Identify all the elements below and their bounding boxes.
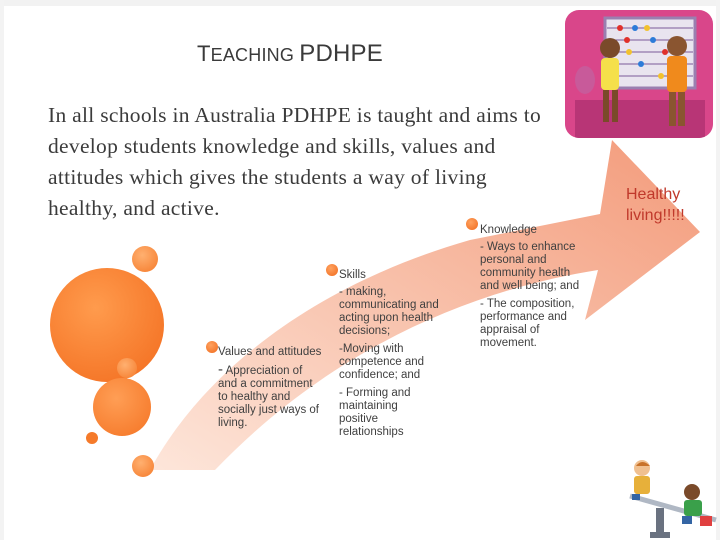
- values-dash: -: [218, 361, 223, 378]
- values-heading: Values and attitudes: [218, 346, 322, 358]
- decorative-circle-large: [50, 268, 164, 382]
- knowledge-item: - The composition, performance and appraisal of movement.: [480, 298, 575, 349]
- decorative-circle-small: [117, 358, 137, 378]
- step-marker-knowledge: [466, 218, 478, 230]
- title-prefix: T: [197, 41, 211, 66]
- decorative-circle-small: [132, 246, 158, 272]
- skills-block: [339, 269, 439, 444]
- decorative-circle-small: [132, 455, 154, 477]
- knowledge-block: [480, 224, 580, 355]
- title-main: PDHPE: [299, 40, 383, 67]
- skills-heading: Skills: [339, 269, 366, 281]
- step-marker-values: [206, 341, 218, 353]
- decorative-circle-tiny: [86, 432, 98, 444]
- skills-item: - making, communicating and acting upon health decisions;: [339, 286, 439, 337]
- values-text-body: Appreciation of and a commitment to healthy and socially just ways of living.: [218, 365, 319, 429]
- knowledge-item: - Ways to enhance personal and community health and well being; and: [480, 241, 580, 292]
- values-text: [218, 363, 323, 430]
- values-block: [218, 346, 323, 435]
- intro-paragraph: In all schools in Australia PDHPE is taught and aims to develop students knowledge and skills, values and attitudes which gives the students a way of living healthy, and active.: [48, 103, 542, 220]
- healthy-living-caption: Healthy living!!!!!: [626, 186, 685, 224]
- kids-seesaw-clipart: [626, 458, 720, 540]
- children-abacus-photo: [565, 10, 713, 138]
- skills-item: -Moving with competence and confidence; and: [339, 343, 425, 381]
- knowledge-heading: Knowledge: [480, 224, 537, 236]
- step-marker-skills: [326, 264, 338, 276]
- skills-item: - Forming and maintaining positive relationships: [339, 387, 411, 438]
- decorative-circle-medium: [93, 378, 151, 436]
- title-rest: EACHING: [210, 45, 300, 65]
